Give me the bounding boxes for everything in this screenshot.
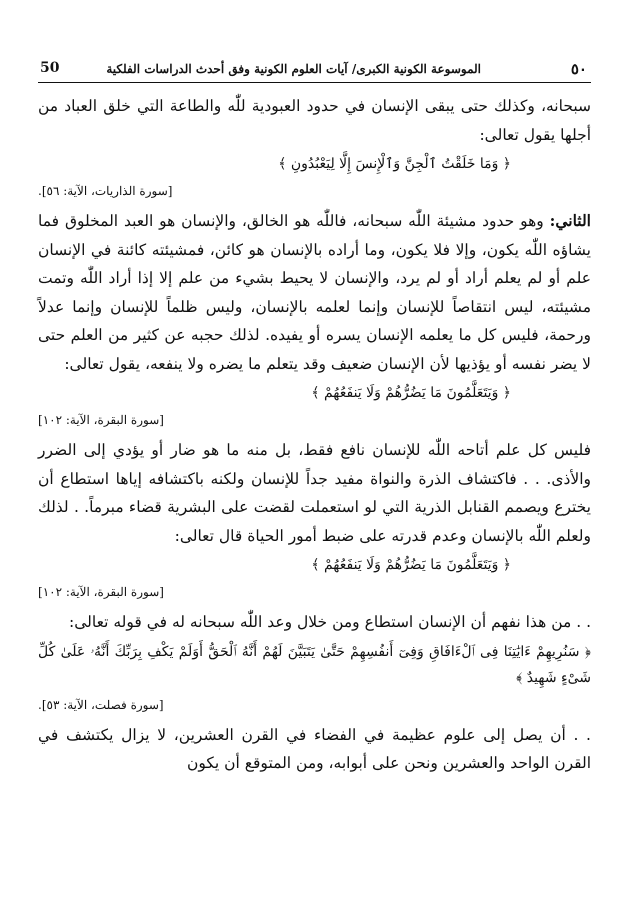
paragraph-3: فليس كل علم أتاحه اللّٰه للإنسان نافع فقط، بل منه ما هو ضار أو يؤدي إلى الضرر والأذى. . . فاكتشاف الذرة والنواة مفيد جداً للإنسان ولكنه باكتشافه إياها استطاع أن يخترع ويصمم القنابل الذرية التي لو استعملت لقضت على البشرية قضاء مبرماً. . لذلك ولعلم اللّٰه بالإنسان وعدم قدرته على ضبط أمور الحياة قال تعالى: bbox=[38, 441, 591, 545]
verse-reference-1: [سورة الذاريات، الآية: ٥٦]. bbox=[38, 184, 173, 198]
page-number-arabic: ٥٠ bbox=[570, 60, 587, 78]
paragraph-5: . . أن يصل إلى علوم عظيمة في الفضاء في القرن العشرين، لا يزال يكتشف في القرن الواحد والعشرين ونحن على أبوابه، ومن المتوقع أن يكون bbox=[38, 725, 591, 772]
page-number-latin: 50 bbox=[40, 60, 60, 76]
quran-verse-4: ﴿ سَنُرِيهِمْ ءَايَٰتِنَا فِى ٱلْءَافَاقِ وَفِىٓ أَنفُسِهِمْ حَتَّىٰ يَتَبَيَّنَ لَهُمْ أَنَّهُ ٱلْحَقُّ أَوَلَمْ يَكْفِ بِرَبِّكَ أَنَّهُۥ عَلَىٰ كُلِّ شَىْءٍ شَهِيدٌ ﴾ bbox=[38, 643, 591, 686]
header-title: الموسوعة الكونية الكبرى/ آيات العلوم الكونية وفق أحدث الدراسات الفلكية bbox=[106, 62, 481, 76]
paragraph-2-text: وهو حدود مشيئة اللّٰه سبحانه، فاللّٰه هو الخالق، والإنسان هو العبد المخلوق فما يشاؤه اللّٰه يكون، وإلا فلا يكون، وما أراده بالإنسان هو كائن، فمشيئته كائنة في الإنسان علم أو لم يعلم أراد أو لم يرد، والإنسان لا يحيط بشيء من علم إلا إذا أراد اللّٰه وتمت مشيئته، ليس انتقاصاً للإنسان وإنما لعلمه بالإنسان، وليس ظلماً للإنسان وإنما عدلاً ورحمة، فليس كل ما يعلمه الإنسان يسره أو يفيده. لذلك حجبه عن كثير من العلم حتى لا يضر نفسه أو يؤذيها لأن الإنسان ضعيف وقد يتعلم ما يضره ولا ينفعه، يقول تعالى: bbox=[38, 212, 591, 373]
paragraph-2 bbox=[38, 207, 591, 378]
verse-reference-3: [سورة البقرة، الآية: ١٠٢] bbox=[38, 585, 164, 599]
paragraph-4: . . من هذا نفهم أن الإنسان استطاع ومن خلال وعد اللّٰه سبحانه له في قوله تعالى: bbox=[69, 613, 591, 631]
verse-reference-2: [سورة البقرة، الآية: ١٠٢] bbox=[38, 413, 164, 427]
quran-verse-1: ﴿ وَمَا خَلَقْتُ ٱلْجِنَّ وَٱلْإِنسَ إِلَّا لِيَعْبُدُونِ ﴾ bbox=[278, 156, 511, 172]
running-header bbox=[38, 58, 591, 83]
verse-reference-4: [سورة فصلت، الآية: ٥٣]. bbox=[38, 697, 164, 712]
quran-verse-3: ﴿ وَيَتَعَلَّمُونَ مَا يَضُرُّهُمْ وَلَا يَنفَعُهُمْ ﴾ bbox=[311, 557, 511, 573]
paragraph-1: سبحانه، وكذلك حتى يبقى الإنسان في حدود العبودية للّٰه والطاعة التي خلق العباد من أجلها يقول تعالى: bbox=[38, 97, 591, 144]
paragraph-2-label: الثاني: bbox=[549, 211, 591, 230]
quran-verse-2: ﴿ وَيَتَعَلَّمُونَ مَا يَضُرُّهُمْ وَلَا يَنفَعُهُمْ ﴾ bbox=[311, 385, 511, 401]
page-body bbox=[38, 92, 591, 778]
